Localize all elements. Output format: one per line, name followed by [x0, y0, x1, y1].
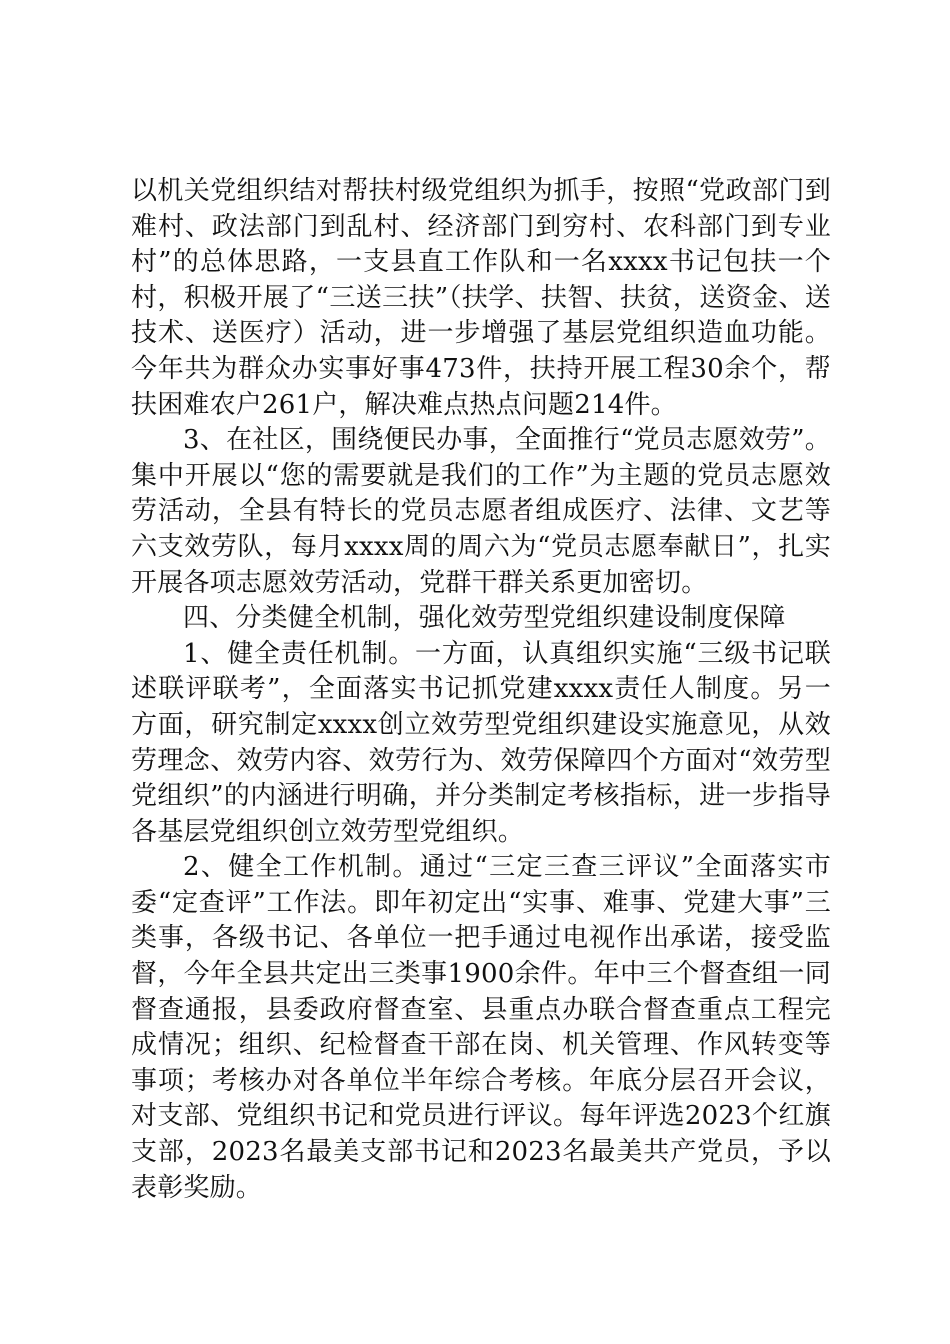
section-heading-mechanism: 四、分类健全机制，强化效劳型党组织建设制度保障: [183, 603, 786, 634]
document-body: [131, 174, 831, 1206]
paragraph-community-volunteer: 3、在社区，围绕便民办事，全面推行“党员志愿效劳”。集中开展以“您的需要就是我们的工作”为主题的党员志愿效劳活动，全县有特长的党员志愿者组成医疗、法律、文艺等六支效劳队，每月xxxx周的周六为“党员志愿奉献日”，扎实开展各项志愿效劳活动，党群干群关系更加密切。: [131, 425, 831, 598]
paragraph-work-mechanism: 2、健全工作机制。通过“三定三查三评议”全面落实市委“定查评”工作法。即年初定出“实事、难事、党建大事”三类事，各级书记、各单位一把手通过电视作出承诺，接受监督，今年全县共定出三类事1900余件。年中三个督查组一同督查通报，县委政府督查室、县重点办联合督查重点工程完成情况；组织、纪检督查干部在岗、机关管理、作风转变等事项；考核办对各单位半年综合考核。年底分层召开会议，对支部、党组织书记和党员进行评议。每年评选2023个红旗支部，2023名最美支部书记和2023名最美共产党员，予以表彰奖励。: [131, 852, 831, 1203]
paragraph-responsibility-mechanism: 1、健全责任机制。一方面，认真组织实施“三级书记联述联评联考”，全面落实书记抓党建xxxx责任人制度。另一方面，研究制定xxxx创立效劳型党组织建设实施意见，从效劳理念、效劳内容、效劳行为、效劳保障四个方面对“效劳型党组织”的内涵进行明确，并分类制定考核指标，进一步指导各基层党组织创立效劳型党组织。: [131, 638, 831, 847]
paragraph-assistance-villages: 以机关党组织结对帮扶村级党组织为抓手，按照“党政部门到难村、政法部门到乱村、经济部门到穷村、农科部门到专业村”的总体思路，一支县直工作队和一名xxxx书记包扶一个村，积极开展了“三送三扶”（扶学、扶智、扶贫，送资金、送技术、送医疗）活动，进一步增强了基层党组织造血功能。今年共为群众办实事好事473件，扶持开展工程30余个，帮扶困难农户261户，解决难点热点问题214件。: [131, 176, 831, 420]
